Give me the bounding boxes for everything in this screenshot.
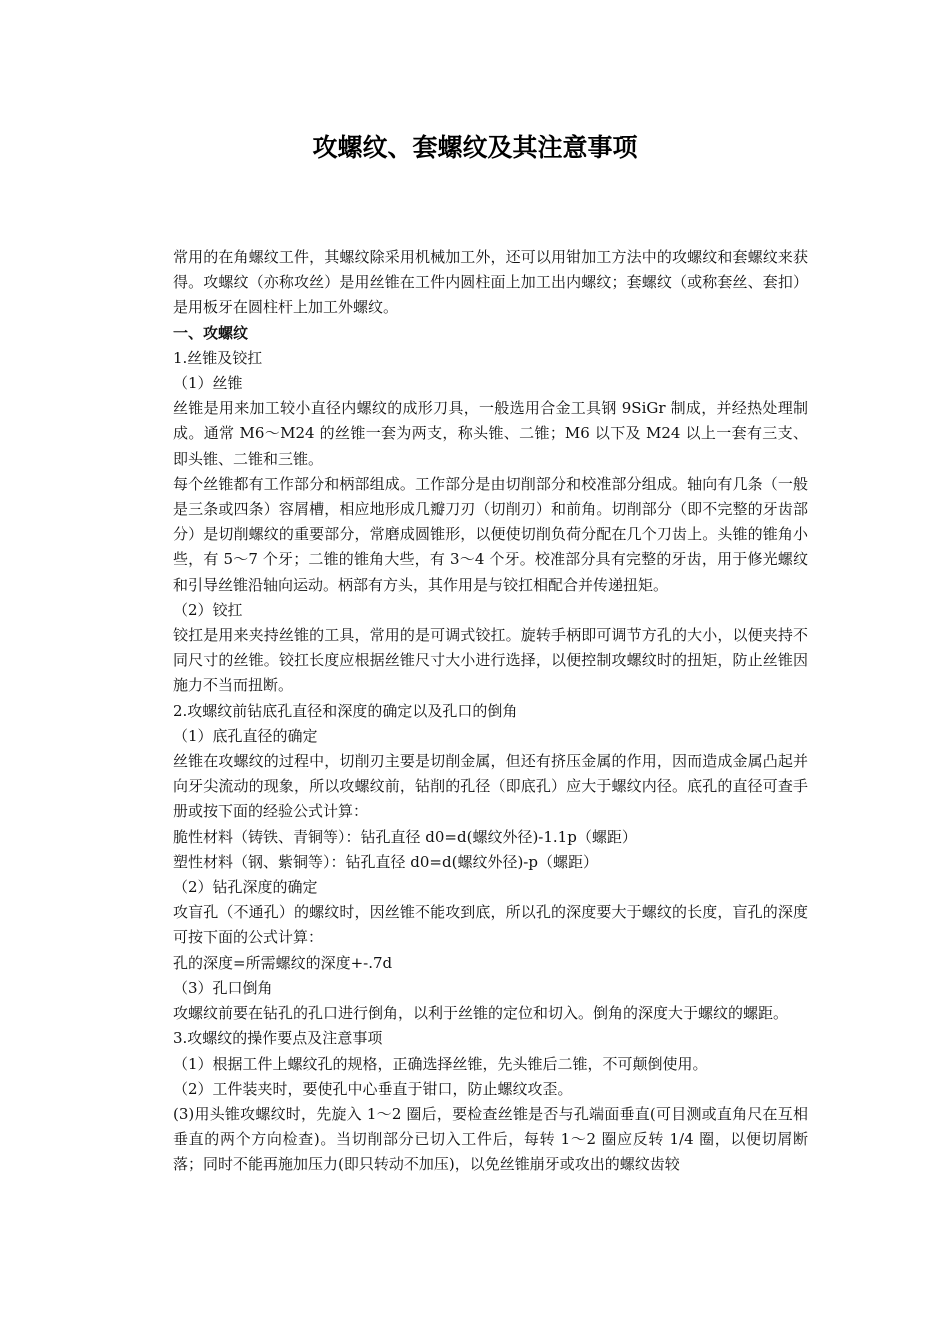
body-paragraph: 铰扛是用来夹持丝锥的工具，常用的是可调式铰扛。旋转手柄即可调节方孔的大小，以便夹持不同尺寸的丝锥。铰扛长度应根据丝锥尺寸大小进行选择，以便控制攻螺纹时的扭矩，防止丝锥因施力不当而扭断。 — [173, 626, 808, 695]
formula-line: 脆性材料（铸铁、青铜等）：钻孔直径 d0=d(螺纹外径)-1.1p（螺距） — [173, 827, 637, 846]
section-heading-tapping: 一、攻螺纹 — [173, 323, 249, 342]
body-paragraph: 丝锥在攻螺纹的过程中，切削刃主要是切削金属，但还有挤压金属的作用，因而造成金属凸起并向牙尖流动的现象，所以攻螺纹前，钻削的孔径（即底孔）应大于螺纹内径。底孔的直径可查手册或按下面的经验公式计算： — [173, 752, 808, 821]
item-heading: （2）钻孔深度的确定 — [173, 878, 318, 897]
item-heading: （1）丝锥 — [173, 374, 243, 393]
list-item: (3)用头锥攻螺纹时，先旋入 1～2 圈后，要检查丝锥是否与孔端面垂直(可目测或直角尺在互相垂直的两个方向检查)。当切削部分已切入工件后，每转 1～2 圈应反转 1/4 圈，以便切屑断落；同时不能再施加压力(即只转动不加压)，以免丝锥崩牙或攻出的螺纹齿较 — [173, 1104, 808, 1174]
intro-paragraph: 常用的在角螺纹工件，其螺纹除采用机械加工外，还可以用钳加工方法中的攻螺纹和套螺纹来获得。攻螺纹（亦称攻丝）是用丝锥在工件内圆柱面上加工出内螺纹；套螺纹（或称套丝、套扣）是用板牙在圆柱杆上加工外螺纹。 — [173, 248, 808, 317]
item-heading: （2）铰扛 — [173, 600, 243, 619]
document-title: 攻螺纹、套螺纹及其注意事项 — [312, 133, 638, 162]
subsection-heading: 2.攻螺纹前钻底孔直径和深度的确定以及孔口的倒角 — [173, 701, 518, 720]
list-item: （1）根据工件上螺纹孔的规格，正确选择丝锥，先头锥后二锥，不可颠倒使用。 — [173, 1054, 708, 1073]
body-paragraph: 每个丝锥都有工作部分和柄部组成。工作部分是由切削部分和校准部分组成。轴向有几条（一般是三条或四条）容屑槽，相应地形成几瓣刀刃（切削刃）和前角。切削部分（即不完整的牙齿部分）是切削螺纹的重要部分，常磨成圆锥形，以便使切削负荷分配在几个刀齿上。头锥的锥角小些，有 5～7 个牙；二锥的锥角大些，有 3～4 个牙。校准部分具有完整的牙齿，用于修光螺纹和引导丝锥沿轴向运动。柄部有方头，其作用是与铰扛相配合并传递扭矩。 — [173, 474, 808, 594]
subsection-heading: 1.丝锥及铰扛 — [173, 348, 263, 367]
list-item: （2）工件装夹时，要使孔中心垂直于钳口，防止螺纹攻歪。 — [173, 1079, 573, 1098]
document-body — [173, 245, 808, 1178]
formula-line: 塑性材料（钢、紫铜等）：钻孔直径 d0=d(螺纹外径)-p（螺距） — [173, 852, 598, 871]
body-paragraph: 丝锥是用来加工较小直径内螺纹的成形刀具，一般选用合金工具钢 9SiGr 制成，并经热处理制成。通常 M6～M24 的丝锥一套为两支，称头锥、二锥；M6 以下及 M24 以上一套有三支、即头锥、二锥和三锥。 — [173, 399, 808, 468]
item-heading: （1）底孔直径的确定 — [173, 726, 318, 745]
body-paragraph: 攻螺纹前要在钻孔的孔口进行倒角，以利于丝锥的定位和切入。倒角的深度大于螺纹的螺距。 — [173, 1004, 789, 1023]
body-paragraph: 攻盲孔（不通孔）的螺纹时，因丝锥不能攻到底，所以孔的深度要大于螺纹的长度，盲孔的深度可按下面的公式计算： — [173, 903, 808, 947]
item-heading: （3）孔口倒角 — [173, 978, 273, 997]
subsection-heading: 3.攻螺纹的操作要点及注意事项 — [173, 1029, 383, 1048]
formula-line: 孔的深度=所需螺纹的深度+-.7d — [173, 953, 393, 972]
